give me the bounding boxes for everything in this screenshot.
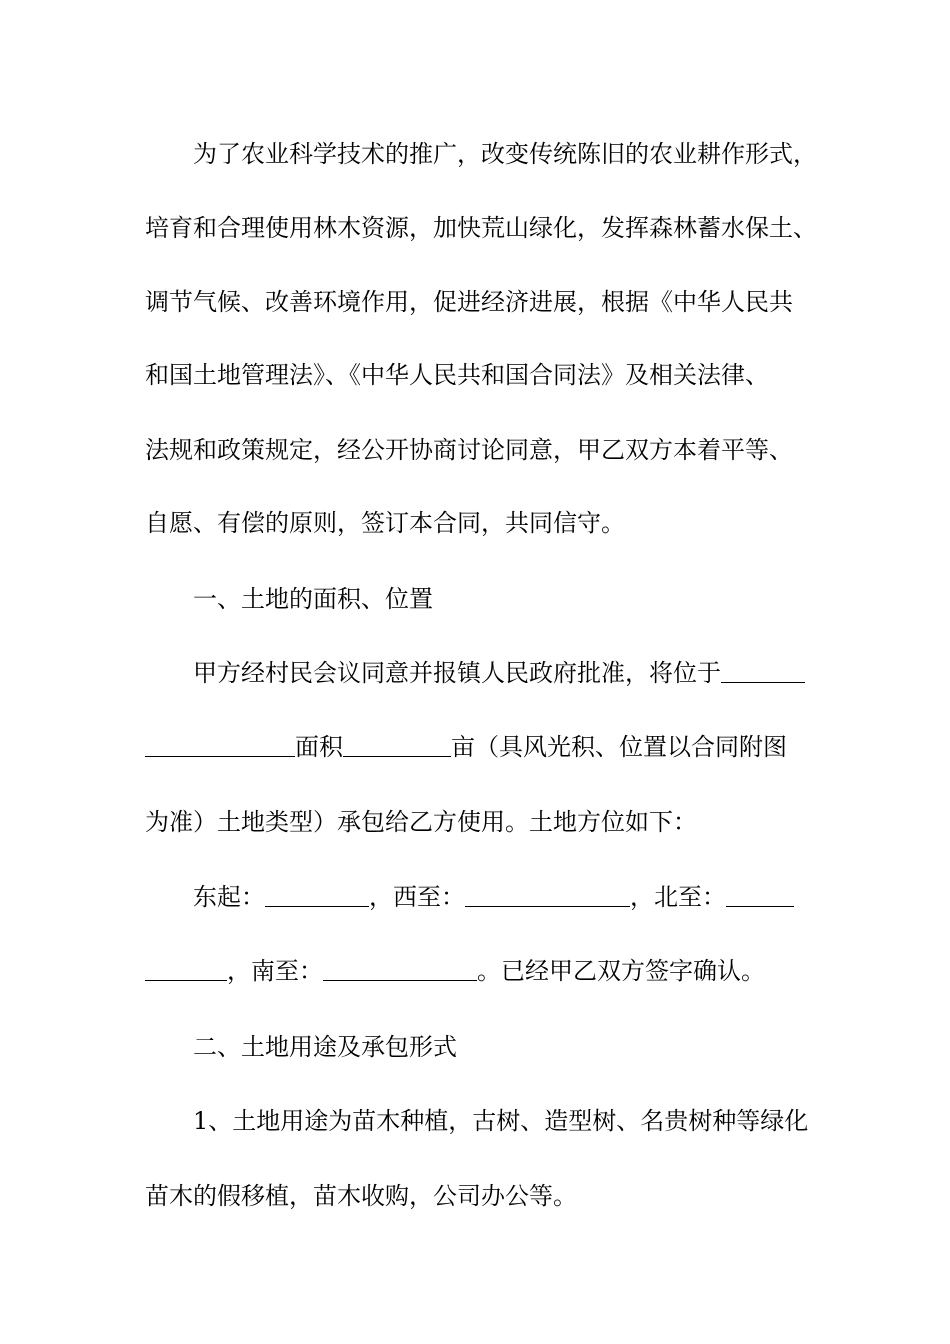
area-unit-text: 亩（具风光积、位置以合同附图 (451, 733, 787, 761)
east-blank (265, 882, 369, 907)
intro-line-4: 和国土地管理法》、《中华人民共和国合同法》及相关法律、 (145, 361, 769, 389)
section-1-area-line (145, 729, 845, 765)
south-label: ，南至： (227, 957, 323, 985)
east-label: 东起： (193, 883, 265, 911)
section-2-item-1-line-1: 1、土地用途为苗木种植，古树、造型树、名贵树种等绿化 (193, 1107, 809, 1135)
location-blank-2 (145, 732, 295, 757)
intro-line-5: 法规和政策规定，经公开协商讨论同意，甲乙双方本着平等、 (145, 436, 793, 464)
confirm-text: 。已经甲乙双方签字确认。 (477, 957, 765, 985)
section-2-item-1-line-2: 苗木的假移植，苗木收购，公司办公等。 (145, 1182, 577, 1210)
north-blank-1 (726, 882, 794, 907)
west-label: ，西至： (369, 883, 465, 911)
section-1-heading: 一、土地的面积、位置 (193, 585, 433, 613)
location-blank-1 (721, 658, 805, 683)
section-1-type-line: 为准）土地类型）承包给乙方使用。土地方位如下： (145, 808, 697, 836)
area-label: 面积 (295, 733, 343, 761)
intro-line-6: 自愿、有偿的原则，签订本合同，共同信守。 (145, 509, 625, 537)
north-label: ，北至： (630, 883, 726, 911)
north-blank-2 (145, 956, 227, 981)
location-text: 甲方经村民会议同意并报镇人民政府批准，将位于 (193, 659, 721, 687)
area-blank (343, 732, 451, 757)
intro-line-2: 培育和合理使用林木资源，加快荒山绿化，发挥森林蓄水保土、 (145, 214, 817, 242)
section-2-heading: 二、土地用途及承包形式 (193, 1033, 457, 1061)
intro-line-1: 为了农业科学技术的推广，改变传统陈旧的农业耕作形式， (193, 140, 817, 168)
boundary-line-1 (193, 879, 893, 915)
intro-line-3: 调节气候、改善环境作用，促进经济进展，根据《中华人民共 (145, 288, 793, 316)
south-blank (323, 956, 477, 981)
boundary-line-2 (145, 953, 845, 989)
section-1-location-line (193, 655, 893, 691)
west-blank (465, 882, 630, 907)
